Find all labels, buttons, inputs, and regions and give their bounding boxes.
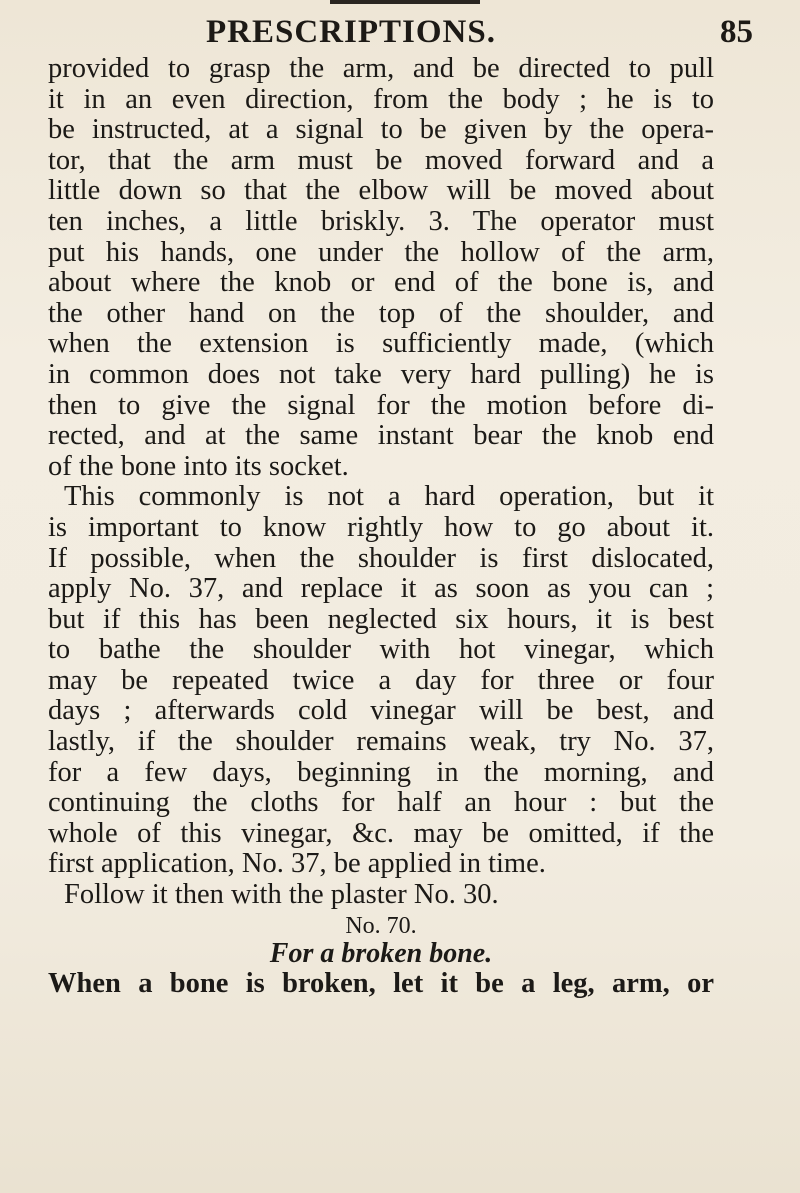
text-line: rected, and at the same instant bear the knob end [48,420,714,452]
text-line: of the bone into its socket. [48,450,349,482]
recipe-number: No. 70. [345,912,417,939]
page-number: 85 [720,14,753,50]
recipe-title: For a broken bone. [269,937,493,969]
text-line: Follow it then with the plaster No. 30. [64,879,499,911]
text-line: lastly, if the shoulder remains weak, try No. 37, [48,726,714,758]
text-line: then to give the signal for the motion before di- [48,389,714,421]
text-line: about where the knob or end of the bone is, and [48,267,714,299]
text-line: continuing the cloths for half an hour : but the [48,787,714,819]
text-line: but if this has been neglected six hours, it is best [48,603,714,635]
text-line: provided to grasp the arm, and be directed to pull [48,53,714,84]
text-line: apply No. 37, and replace it as soon as you can ; [48,573,714,605]
text-line: first application, No. 37, be applied in time. [48,848,546,880]
text-line: little down so that the elbow will be moved about [48,175,714,207]
text-line: whole of this vinegar, &c. may be omitted, if the [48,817,714,849]
text-line: to bathe the shoulder with hot vinegar, which [48,634,714,666]
text-line: in common does not take very hard pulling) he is [48,358,714,390]
text-line: tor, that the arm must be moved forward and a [48,144,714,176]
running-head: PRESCRIPTIONS. [206,14,496,50]
text-line: when the extension is sufficiently made, (which [48,328,714,360]
text-line: If possible, when the shoulder is first dislocated, [48,542,714,574]
text-line: the other hand on the top of the shoulder, and [48,297,714,329]
text-line: When a bone is broken, let it be a leg, arm, or [48,967,714,999]
text-line: is important to know rightly how to go about it. [48,511,714,543]
text-line: This commonly is not a hard operation, but it [64,481,714,513]
text-line: it in an even direction, from the body ; he is to [48,83,714,115]
text-line: put his hands, one under the hollow of the arm, [48,236,714,268]
text-line: ten inches, a little briskly. 3. The operator must [48,205,714,237]
text-line: days ; afterwards cold vinegar will be best, and [48,695,714,727]
text-line: be instructed, at a signal to be given by the opera- [48,114,714,146]
text-line: for a few days, beginning in the morning, and [48,756,714,788]
header-rule [330,0,480,4]
text-line: may be repeated twice a day for three or four [48,664,714,696]
body-text [48,54,768,999]
